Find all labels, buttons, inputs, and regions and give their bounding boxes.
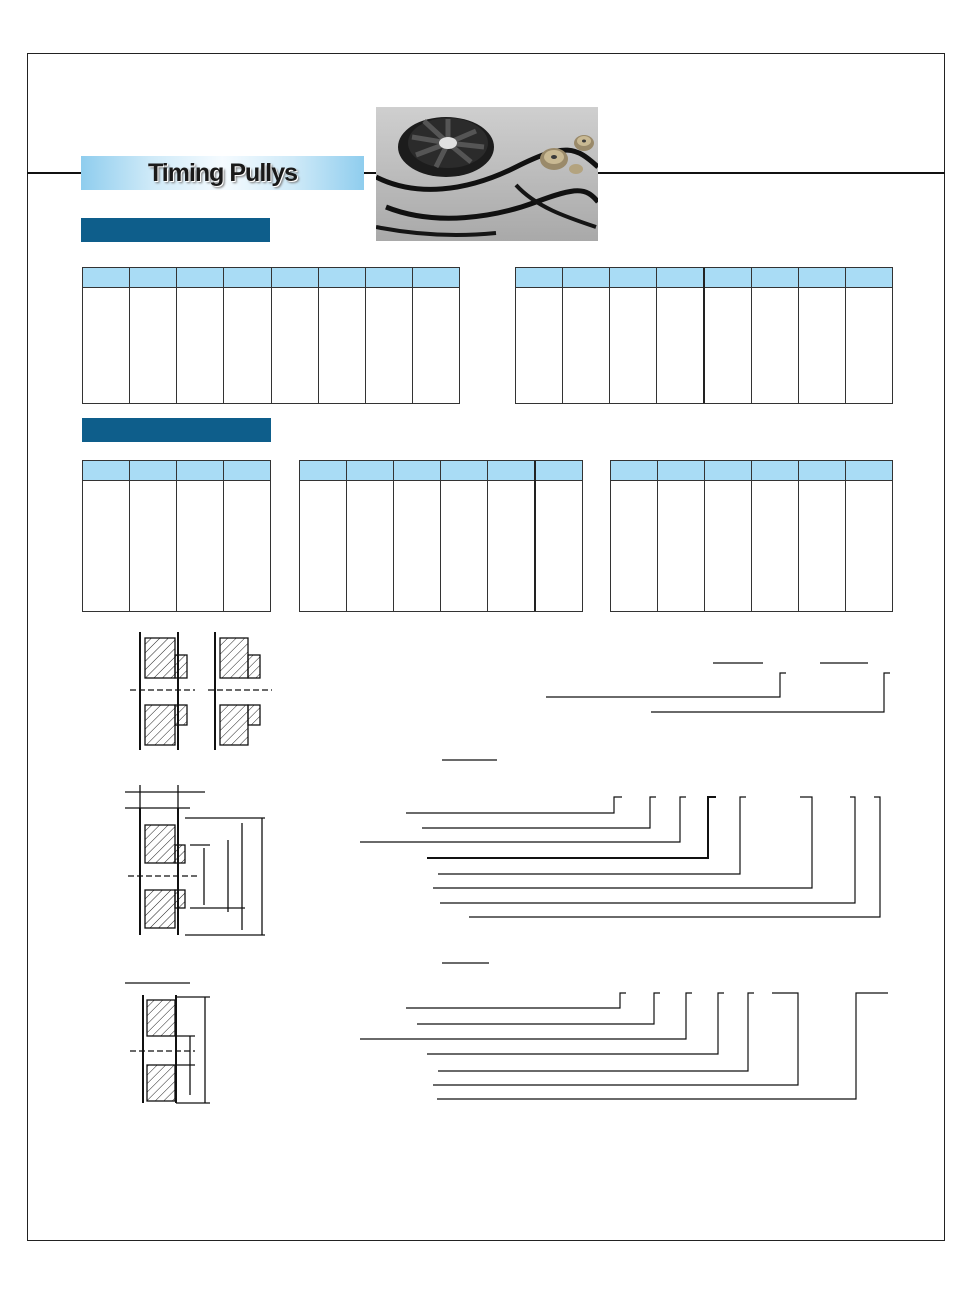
page-title: Timing Pullys	[147, 158, 298, 187]
pulley-section-drawing-1	[130, 632, 272, 750]
leader-lines-1	[442, 663, 890, 760]
leader-lines-3	[360, 993, 888, 1099]
leader-lines-2	[360, 797, 880, 963]
pulley-section-drawing-2	[125, 785, 265, 935]
pulley-section-drawing-3	[125, 983, 210, 1103]
